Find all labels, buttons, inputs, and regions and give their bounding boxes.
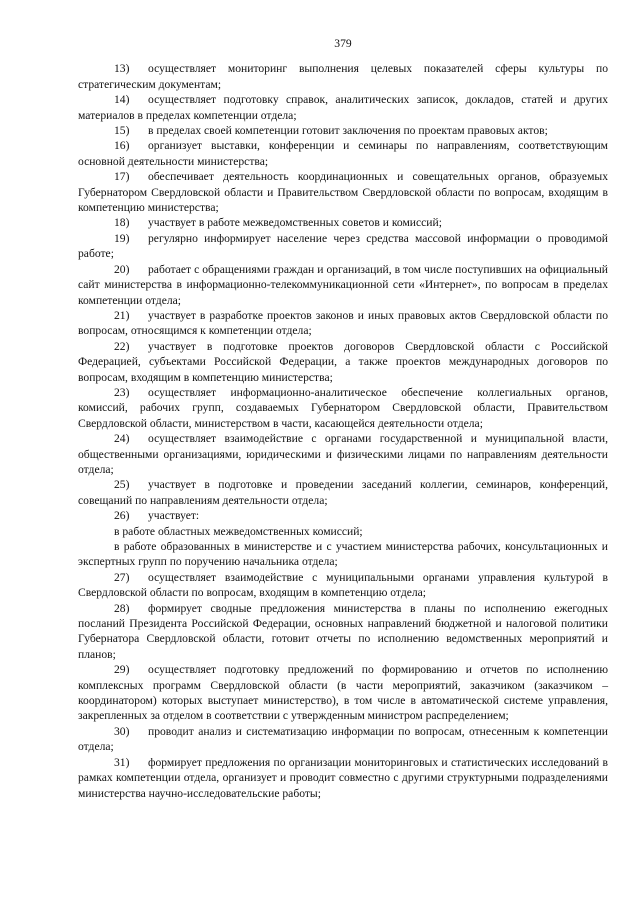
paragraph — [78, 308, 608, 339]
paragraph — [78, 92, 608, 123]
paragraph-text: осуществляет информационно-аналитическое обеспечение коллегиальных органов, комиссий, рабочих групп, создаваемых Губернатором Свердловской области, Правительством Свердловской области, министерством в части, касающейся деятельности отдела; — [78, 385, 608, 430]
paragraph-text: осуществляет взаимодействие с органами государственной и муниципальной власти, общественными организациями, юридическими и физическими лицами по направлениям деятельности отдела; — [78, 432, 608, 476]
paragraph-text: работает с обращениями граждан и организаций, в том числе поступивших на официальный сайт министерства в информационно-телекоммуникационной сети «Интернет», по вопросам в пределах компетенции отдела; — [78, 262, 608, 307]
paragraph — [78, 339, 608, 385]
paragraph-text: участвует в подготовке проектов договоров Свердловской области с Российской Федерацией, субъектами Российской Федерации, а также проектов международных договоров по вопросам, входящим в компетенцию министерства; — [78, 339, 608, 384]
paragraph — [78, 61, 608, 92]
paragraph-number: 21) — [114, 308, 130, 322]
paragraph — [78, 138, 608, 169]
paragraph-text: формирует предложения по организации мониторинговых и статистических исследований в рамках компетенции отдела, организует и проводит совместно с другими структурными подразделениями министерства научно-исследовательские работы; — [78, 755, 608, 800]
paragraph-text: в работе образованных в министерстве и с участием министерства рабочих, консультационных и экспертных групп по поручению начальника отдела; — [78, 540, 608, 569]
paragraph — [78, 477, 608, 508]
paragraph-number: 22) — [114, 339, 130, 353]
paragraph-number: 18) — [114, 216, 130, 230]
paragraph-list — [78, 61, 608, 801]
paragraph-number: 28) — [114, 601, 130, 615]
paragraph-text: формирует сводные предложения министерства в планы по исполнению ежегодных посланий Президента Российской Федерации, основных направлений бюджетной и налоговой политики Губернатора Свердловской области, готовит отчеты по исполнению ведомственных мероприятий и планов; — [78, 601, 608, 661]
paragraph — [78, 169, 608, 215]
paragraph-text: обеспечивает деятельность координационных и совещательных органов, образуемых Губернатором Свердловской области и Правительством Свердловской области по вопросам, входящим в компетенцию министерства; — [78, 170, 608, 215]
paragraph-number: 15) — [114, 124, 130, 138]
page-number: 379 — [334, 37, 352, 50]
paragraph-text: регулярно информирует население через средства массовой информации о проводимой работе; — [78, 231, 608, 261]
paragraph-number: 17) — [114, 170, 130, 184]
paragraph — [78, 755, 608, 801]
paragraph-number: 26) — [114, 509, 130, 523]
paragraph-text: в пределах своей компетенции готовит заключения по проектам правовых актов; — [148, 124, 548, 138]
paragraph-text: осуществляет мониторинг выполнения целевых показателей сферы культуры по стратегическим документам; — [78, 62, 608, 91]
paragraph-text: проводит анализ и систематизацию информации по вопросам, отнесенным к компетенции отдела; — [78, 724, 608, 754]
paragraph-number: 31) — [114, 755, 130, 769]
paragraph-number: 30) — [114, 724, 130, 738]
paragraph — [78, 508, 608, 523]
paragraph-number: 27) — [114, 570, 130, 584]
paragraph — [78, 123, 608, 138]
paragraph — [78, 724, 608, 755]
paragraph-text: в работе областных межведомственных комиссий; — [114, 524, 363, 538]
paragraph — [78, 215, 608, 230]
paragraph-number: 29) — [114, 663, 130, 677]
paragraph-number: 20) — [114, 262, 130, 276]
paragraph-text: участвует в разработке проектов законов и иных правовых актов Свердловской области по вопросам, относящимся к компетенции отдела; — [78, 308, 608, 338]
paragraph — [78, 570, 608, 601]
paragraph-number: 16) — [114, 139, 130, 153]
paragraph — [78, 524, 608, 539]
paragraph-number: 24) — [114, 432, 130, 446]
paragraph-number: 19) — [114, 231, 130, 245]
paragraph-text: осуществляет взаимодействие с муниципальными органами управления культурой в Свердловской области по вопросам, входящим в компетенцию отдела; — [78, 570, 608, 600]
paragraph — [78, 262, 608, 308]
document-page — [78, 36, 608, 801]
paragraph — [78, 662, 608, 724]
paragraph-number: 13) — [114, 62, 130, 76]
paragraph — [78, 601, 608, 663]
paragraph — [78, 385, 608, 431]
paragraph-text: осуществляет подготовку справок, аналитических записок, докладов, статей и других материалов в пределах компетенции отдела; — [78, 93, 608, 122]
paragraph-number: 23) — [114, 385, 130, 399]
paragraph-text: участвует в подготовке и проведении заседаний коллегии, семинаров, конференций, совещаний по направлениям деятельности отдела; — [78, 478, 608, 507]
paragraph — [78, 539, 608, 570]
paragraph-text: участвует в работе межведомственных советов и комиссий; — [148, 216, 442, 230]
paragraph-text: организует выставки, конференции и семинары по направлениям, соответствующим основной деятельности министерства; — [78, 139, 608, 168]
paragraph-text: осуществляет подготовку предложений по формированию и отчетов по исполнению комплексных программ Свердловской области (в части мероприятий, заказчиком (заказчиком – координатором) которых выступает министерство), в том числе в автоматической системе управления, закрепленных за отделом в соответствии с утвержденным министром распределением; — [78, 663, 608, 723]
paragraph — [78, 431, 608, 477]
paragraph — [78, 231, 608, 262]
paragraph-text: участвует: — [148, 509, 200, 523]
paragraph-number: 25) — [114, 478, 130, 492]
paragraph-number: 14) — [114, 93, 130, 107]
